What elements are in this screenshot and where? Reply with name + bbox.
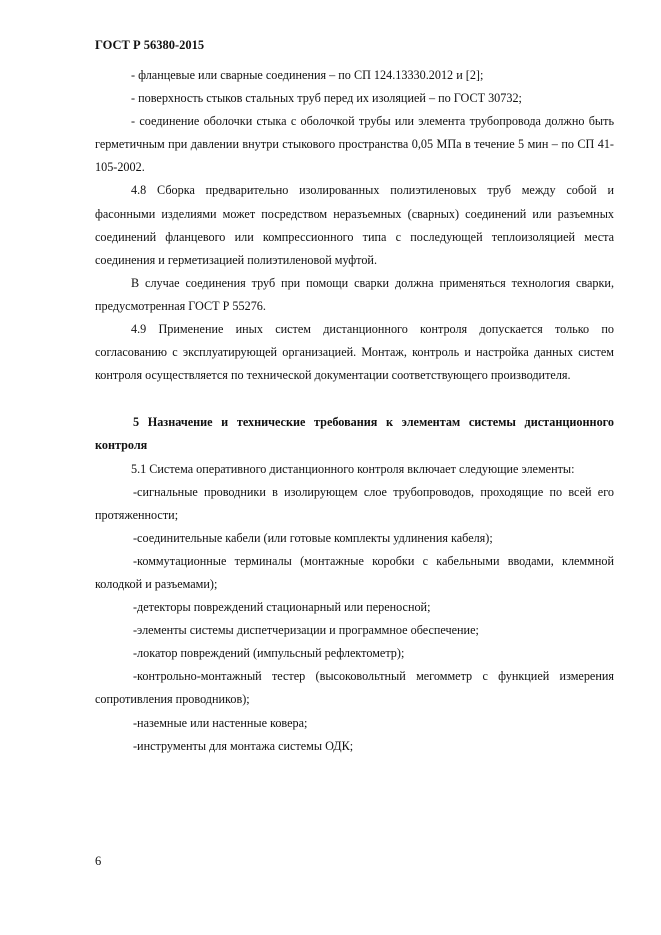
list-item: -элементы системы диспетчеризации и программное обеспечение; xyxy=(133,623,479,638)
list-item: -контрольно-монтажный тестер (высоковольтный мегомметр с функцией измерения сопротивления проводников); xyxy=(95,669,614,707)
clause-5-1: 5.1 Система оперативного дистанционного контроля включает следующие элементы: xyxy=(131,461,575,476)
bullet-joint-sealing: - соединение оболочки стыка с оболочкой трубы или элемента трубопровода должно быть герметичным при давлении внутри стыкового пространства 0,05 МПа в течение 5 мин – по СП 41-105-2002. xyxy=(95,114,614,175)
list-item: -соединительные кабели (или готовые комплекты удлинения кабеля); xyxy=(133,530,493,545)
list-item: -локатор повреждений (импульсный рефлектометр); xyxy=(133,646,405,661)
list-item: -детекторы повреждений стационарный или переносной; xyxy=(133,600,431,615)
document-body xyxy=(95,64,614,758)
section-5-heading: 5 Назначение и технические требования к элементам системы дистанционного контроля xyxy=(95,415,614,453)
clause-4-9: 4.9 Применение иных систем дистанционного контроля допускается только по согласованию с эксплуатирующей организацией. Монтаж, контроль и настройка данных систем контроля осуществляется по технической документации соответствующего производителя. xyxy=(95,322,614,383)
list-item: -наземные или настенные ковера; xyxy=(133,715,308,730)
clause-4-8: 4.8 Сборка предварительно изолированных полиэтиленовых труб между собой и фасонными изделиями может посредством неразъемных (сварных) соединений или разъемных соединений фланцевого или компрессионного типа с последующей теплоизоляцией места соединения и герметизацией полиэтиленовой муфтой. xyxy=(95,183,614,267)
list-item: -инструменты для монтажа системы ОДК; xyxy=(133,738,354,753)
welding-paragraph: В случае соединения труб при помощи сварки должна применяться технология сварки, предусмотренная ГОСТ Р 55276. xyxy=(95,275,614,313)
page-number: 6 xyxy=(95,854,102,868)
list-item: -коммутационные терминалы (монтажные коробки с кабельными вводами, клеммной колодкой и разъемами); xyxy=(95,553,614,591)
bullet-joint-surface: - поверхность стыков стальных труб перед их изоляцией – по ГОСТ 30732; xyxy=(131,91,522,106)
document-header: ГОСТ Р 56380-2015 xyxy=(95,38,205,52)
bullet-flange-joints: - фланцевые или сварные соединения – по СП 124.13330.2012 и [2]; xyxy=(131,68,484,82)
list-item: -сигнальные проводники в изолирующем слое трубопроводов, проходящие по всей его протяженности; xyxy=(95,484,614,522)
